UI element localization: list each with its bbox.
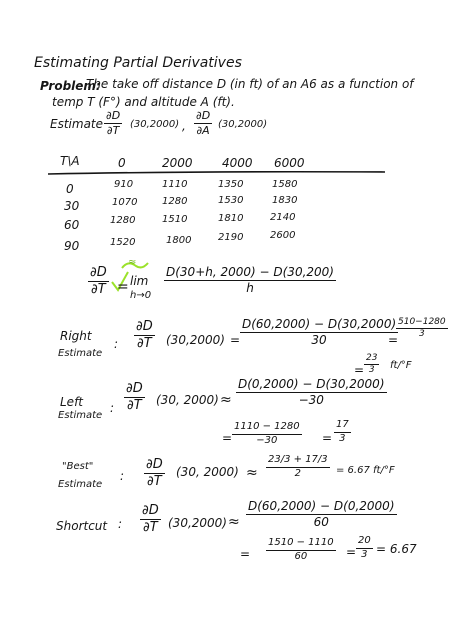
denominator: ∂T xyxy=(91,281,106,297)
definition-equals: = xyxy=(117,279,129,295)
right-label-1: Right xyxy=(60,329,92,343)
right-unit: ft/°F xyxy=(390,360,412,371)
best-partial xyxy=(144,458,165,488)
left-quotient xyxy=(236,378,387,406)
denominator: 60 xyxy=(294,550,308,562)
shortcut-equals-2: = xyxy=(346,545,357,559)
denominator: 3 xyxy=(339,432,346,444)
left-label-1: Left xyxy=(60,395,83,409)
definition-lim-sub: h→0 xyxy=(130,290,152,301)
numerator: D(60,2000) − D(0,2000) xyxy=(248,499,395,513)
table-corner: T\A xyxy=(60,154,80,168)
denominator: ∂T xyxy=(143,519,158,535)
left-quotient-2 xyxy=(232,422,302,446)
right-quotient xyxy=(240,318,398,346)
denominator: ∂T xyxy=(127,397,142,413)
denominator: ∂T xyxy=(137,335,152,351)
table-cell: 1110 xyxy=(162,179,188,190)
numerator: ∂D xyxy=(126,381,143,396)
denominator: 3 xyxy=(368,365,375,376)
best-label-1: "Best" xyxy=(62,461,94,472)
right-equals-3: = xyxy=(354,363,365,377)
shortcut-partial xyxy=(140,504,161,534)
estimate-partial-dT xyxy=(104,110,122,136)
numerator: 17 xyxy=(336,419,349,430)
estimate-point-2: (30,2000) xyxy=(218,119,268,130)
left-partial xyxy=(124,382,145,412)
numerator: 23 xyxy=(366,353,378,363)
shortcut-label: Shortcut xyxy=(56,519,108,533)
table-row-label: 60 xyxy=(64,218,80,232)
left-point: (30, 2000) xyxy=(156,393,219,407)
definition-approx: ≈ xyxy=(128,257,137,268)
left-equals-2: = xyxy=(322,431,333,445)
right-final xyxy=(364,354,379,376)
numerator: 23/3 + 17/3 xyxy=(268,454,328,465)
shortcut-point: (30,2000) xyxy=(168,516,227,530)
numerator: ∂D xyxy=(136,319,153,334)
denominator: ∂A xyxy=(196,123,210,137)
shortcut-quotient-2 xyxy=(266,538,336,562)
shortcut-approx: ≈ xyxy=(228,514,240,530)
table-col-header: 6000 xyxy=(274,156,305,170)
denominator: ∂T xyxy=(106,123,120,137)
right-colon: : xyxy=(114,337,119,351)
table-row-label: 0 xyxy=(66,182,74,196)
table-cell: 1830 xyxy=(272,195,298,206)
denominator: 2 xyxy=(294,467,302,479)
right-equals-2: = xyxy=(388,333,399,347)
table-cell: 2190 xyxy=(218,232,244,243)
estimate-point: (30,2000) xyxy=(130,119,180,130)
table-cell: 1530 xyxy=(218,195,244,206)
table-col-header: 0 xyxy=(118,156,126,170)
left-equals: = xyxy=(222,431,233,445)
right-result xyxy=(396,318,448,340)
table-cell: 910 xyxy=(114,179,134,190)
table-row-label: 90 xyxy=(64,239,80,253)
denominator: ∂T xyxy=(147,473,162,489)
right-partial xyxy=(134,320,155,350)
estimate-label: Estimate xyxy=(50,117,104,131)
numerator: D(0,2000) − D(30,2000) xyxy=(238,377,385,391)
numerator: D(60,2000) − D(30,2000) xyxy=(242,317,397,331)
best-result: = 6.67 ft/°F xyxy=(336,465,395,476)
table-col-header: 4000 xyxy=(222,156,253,170)
numerator: 1110 − 1280 xyxy=(234,421,300,432)
numerator: ∂D xyxy=(146,457,163,472)
table-cell: 2600 xyxy=(270,230,296,241)
estimate-comma: , xyxy=(182,119,186,133)
table-cell: 1520 xyxy=(110,237,136,248)
shortcut-equals: = xyxy=(240,547,251,561)
numerator: ∂D xyxy=(196,109,211,122)
definition-quotient xyxy=(164,266,336,294)
problem-line-2: temp T (F°) and altitude A (ft). xyxy=(52,95,235,109)
best-label-2: Estimate xyxy=(58,479,103,490)
shortcut-result-fraction xyxy=(356,536,373,560)
best-quotient xyxy=(266,455,330,479)
shortcut-result: = 6.67 xyxy=(376,542,417,556)
shortcut-colon: : xyxy=(118,517,123,531)
problem-label: Problem: xyxy=(40,79,101,93)
denominator: h xyxy=(246,280,254,295)
definition-partial xyxy=(88,266,109,296)
denominator: 60 xyxy=(313,514,329,529)
table-cell: 1510 xyxy=(162,214,188,225)
numerator: ∂D xyxy=(142,503,159,518)
best-colon: : xyxy=(120,469,125,483)
left-label-2: Estimate xyxy=(58,410,103,421)
table-cell: 1280 xyxy=(110,215,136,226)
left-colon: : xyxy=(110,401,115,415)
table-cell: 1070 xyxy=(112,197,138,208)
table-row-label: 30 xyxy=(64,199,80,213)
numerator: ∂D xyxy=(106,109,121,122)
denominator: 30 xyxy=(311,332,327,347)
right-label-2: Estimate xyxy=(58,348,103,359)
denominator: −30 xyxy=(298,392,324,407)
left-result xyxy=(334,420,351,444)
denominator: 3 xyxy=(418,329,425,340)
estimate-partial-dA xyxy=(194,110,212,136)
right-equals: = xyxy=(230,333,241,347)
denominator: −30 xyxy=(256,434,278,446)
best-point: (30, 2000) xyxy=(176,465,239,479)
numerator: ∂D xyxy=(90,265,107,280)
numerator: D(30+h, 2000) − D(30,200) xyxy=(166,265,334,279)
definition-lim: lim xyxy=(130,274,149,288)
table-cell: 1580 xyxy=(272,179,298,190)
numerator: 1510 − 1110 xyxy=(268,537,334,548)
page-title: Estimating Partial Derivatives xyxy=(34,55,242,71)
table-cell: 1280 xyxy=(162,196,188,207)
denominator: 3 xyxy=(361,548,368,560)
table-col-header: 2000 xyxy=(162,156,193,170)
left-approx: ≈ xyxy=(220,392,232,408)
table-cell: 1810 xyxy=(218,213,244,224)
table-cell: 1350 xyxy=(218,179,244,190)
shortcut-quotient xyxy=(246,500,397,528)
table-cell: 2140 xyxy=(270,212,296,223)
best-approx: ≈ xyxy=(246,465,258,481)
problem-line-1: The take off distance D (in ft) of an A6 as a function of xyxy=(86,77,414,91)
right-point: (30,2000) xyxy=(166,333,225,347)
numerator: 20 xyxy=(358,535,371,546)
numerator: 510−1280 xyxy=(398,317,446,327)
table-cell: 1800 xyxy=(166,235,192,246)
